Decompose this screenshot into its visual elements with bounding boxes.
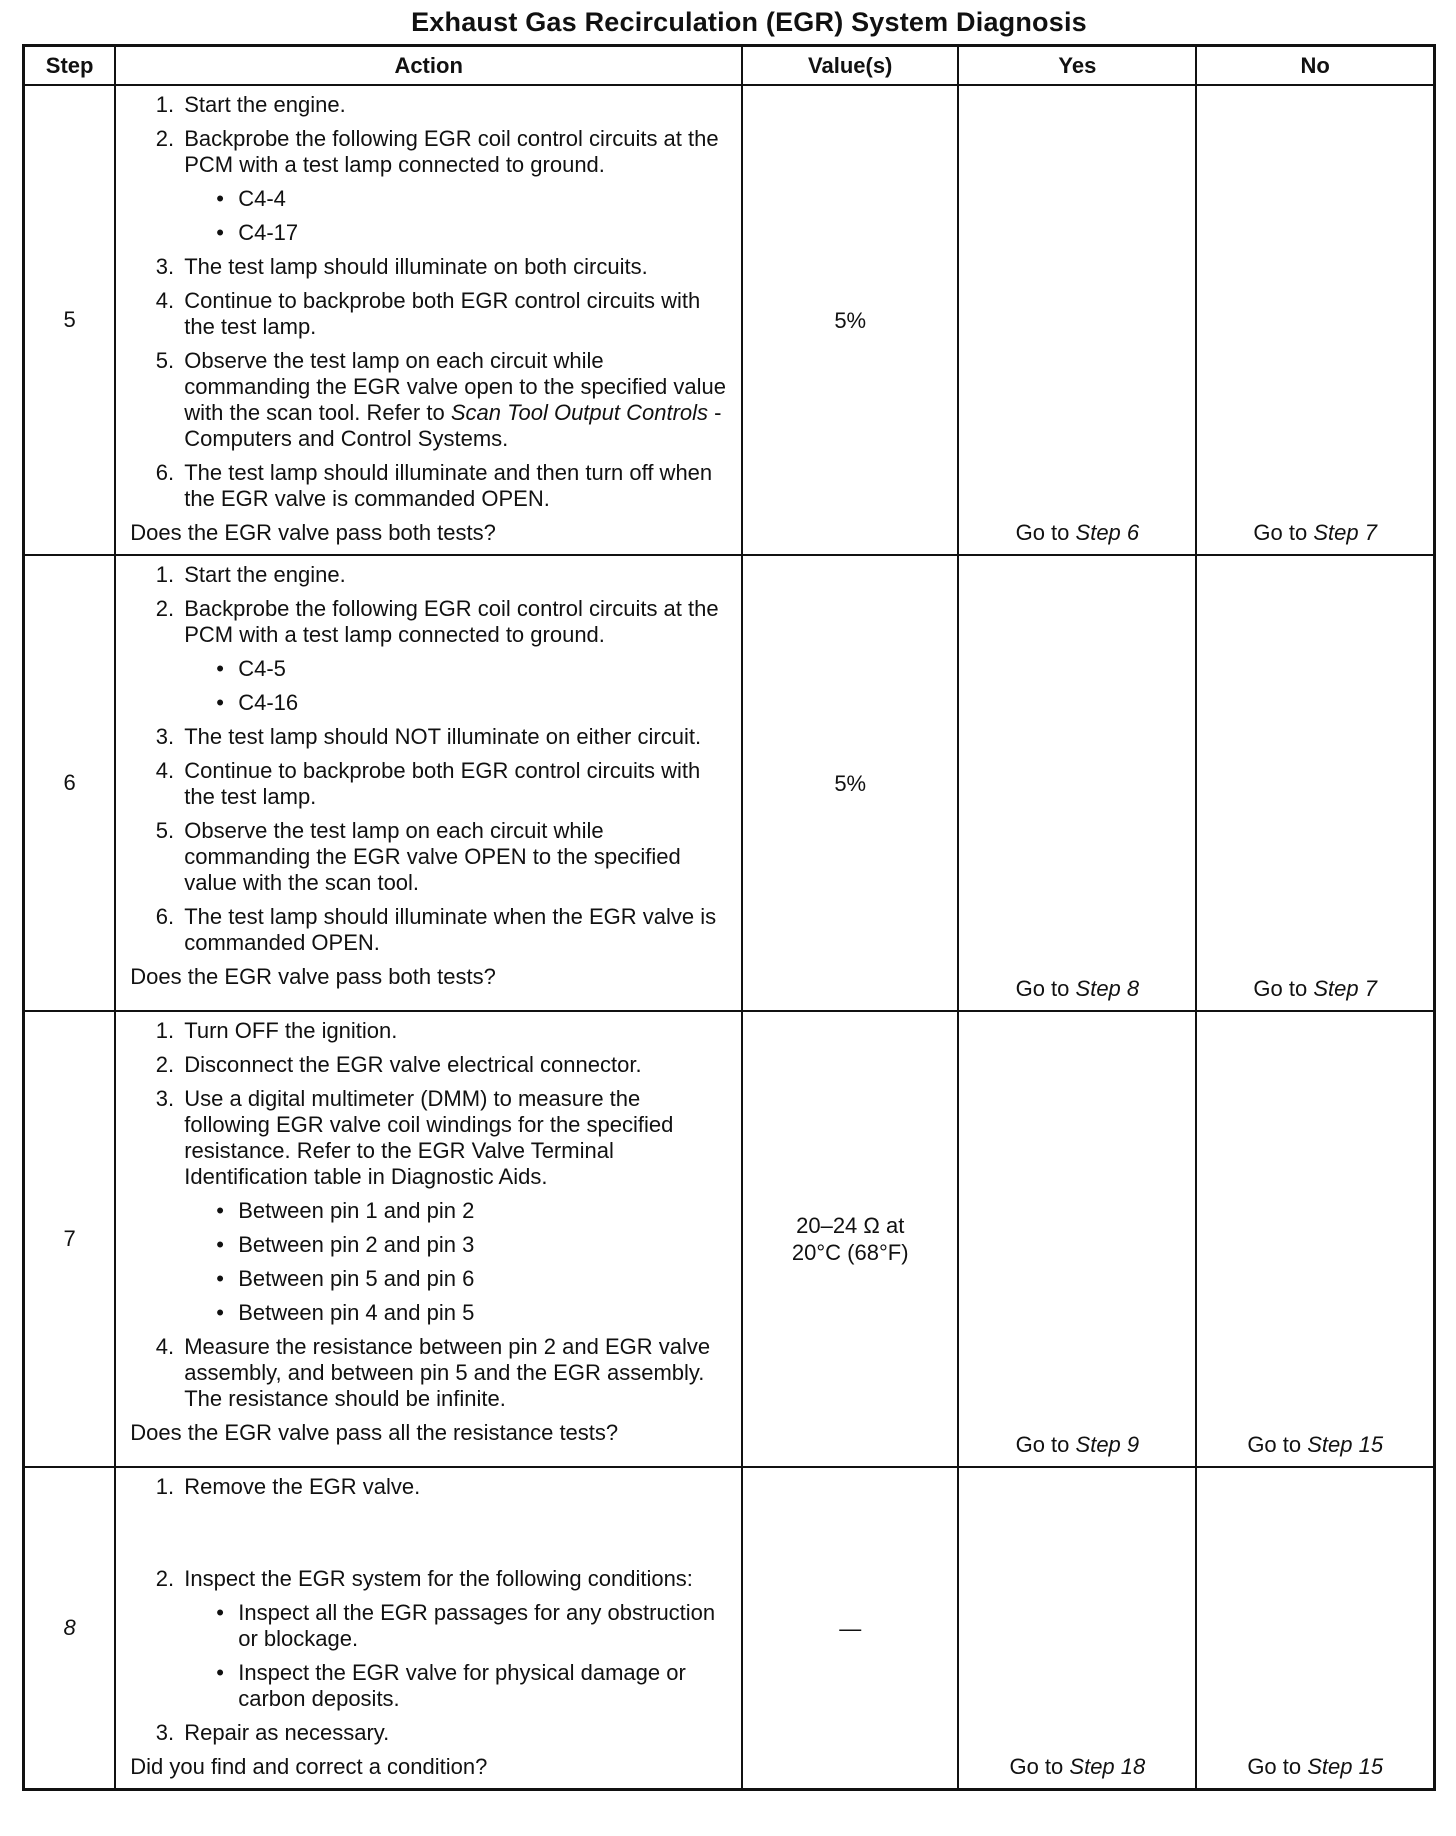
action-list [128, 1018, 731, 1412]
goto-step-link[interactable]: Step 15 [1307, 1754, 1384, 1779]
sub-list-item: • C4-16 [216, 690, 731, 716]
sub-list-item: • Between pin 2 and pin 3 [216, 1232, 731, 1258]
document-page [22, 0, 1436, 1791]
goto-step-link[interactable]: Step 9 [1075, 1432, 1140, 1457]
header-values: Value(s) [742, 46, 958, 86]
action-list [128, 92, 731, 512]
list-item-text: Inspect the EGR system for the following conditions: [184, 1566, 693, 1591]
list-item: 5. Observe the test lamp on each circuit while commanding the EGR valve OPEN to the specified value with the scan tool. [180, 818, 731, 896]
diagnosis-table [22, 44, 1436, 1791]
table-row-step-7 [24, 1011, 1435, 1467]
sub-list-item: • C4-5 [216, 656, 731, 682]
list-item: 2. Disconnect the EGR valve electrical connector. [180, 1052, 731, 1078]
list-item: 3. Repair as necessary. [180, 1720, 731, 1746]
reference-tail: - Computers and Control Systems. [184, 400, 722, 451]
list-item-text: Backprobe the following EGR coil control circuits at the PCM with a test lamp connected to ground. [184, 126, 719, 177]
action-cell [115, 555, 742, 1011]
list-item: 1. Start the engine. [180, 92, 731, 118]
goto-prefix: Go to [1015, 1432, 1070, 1457]
goto-prefix: Go to [1009, 1754, 1064, 1779]
sub-list [184, 186, 731, 246]
goto-step-link[interactable]: Step 15 [1307, 1432, 1384, 1457]
action-list [128, 1474, 731, 1746]
list-item: 3. The test lamp should illuminate on both circuits. [180, 254, 731, 280]
sub-list [184, 1198, 731, 1326]
no-cell [1196, 1467, 1434, 1790]
list-item [180, 126, 731, 246]
sub-list-item: • Between pin 5 and pin 6 [216, 1266, 731, 1292]
list-item [180, 1086, 731, 1326]
list-item: 3. The test lamp should NOT illuminate on either circuit. [180, 724, 731, 750]
value-line: 20°C (68°F) [791, 1240, 909, 1265]
question-text: Does the EGR valve pass both tests? [130, 964, 496, 989]
action-cell [115, 85, 742, 555]
goto-prefix: Go to [1015, 520, 1070, 545]
question-text: Does the EGR valve pass all the resistance tests? [130, 1420, 619, 1445]
table-row-step-6 [24, 555, 1435, 1011]
list-item-text: Backprobe the following EGR coil control circuits at the PCM with a test lamp connected to ground. [184, 596, 719, 647]
sub-list-item: • Between pin 1 and pin 2 [216, 1198, 731, 1224]
reference-title: Scan Tool Output Controls [450, 400, 709, 425]
no-cell [1196, 1011, 1434, 1467]
value-cell: — [742, 1467, 958, 1790]
goto-prefix: Go to [1247, 1432, 1302, 1457]
yes-cell [958, 1467, 1196, 1790]
goto-step-link[interactable]: Step 7 [1313, 976, 1377, 1001]
header-no: No [1196, 46, 1434, 86]
list-item: 6. The test lamp should illuminate when the EGR valve is commanded OPEN. [180, 904, 731, 956]
list-item: 1. Start the engine. [180, 562, 731, 588]
table-row-step-5 [24, 85, 1435, 555]
list-item [180, 596, 731, 716]
sub-list-item: • C4-4 [216, 186, 731, 212]
list-item: 4. Measure the resistance between pin 2 and EGR valve assembly, and between pin 5 and the EGR assembly. The resistance should be infinite. [180, 1334, 731, 1412]
goto-step-link[interactable]: Step 6 [1075, 520, 1140, 545]
action-list [128, 562, 731, 956]
list-item: 6. The test lamp should illuminate and then turn off when the EGR valve is commanded OPEN. [180, 460, 731, 512]
goto-prefix: Go to [1247, 1754, 1302, 1779]
goto-prefix: Go to [1253, 520, 1308, 545]
document-title: Exhaust Gas Recirculation (EGR) System Diagnosis [411, 7, 1087, 37]
yes-cell [958, 555, 1196, 1011]
list-item: 1. Turn OFF the ignition. [180, 1018, 731, 1044]
header-action: Action [115, 46, 742, 86]
goto-step-link[interactable]: Step 8 [1075, 976, 1140, 1001]
value-cell: 5% [742, 85, 958, 555]
sub-list-item: • Inspect the EGR valve for physical damage or carbon deposits. [216, 1660, 731, 1712]
header-step: Step [24, 46, 116, 86]
action-cell [115, 1011, 742, 1467]
value-cell: 5% [742, 555, 958, 1011]
question-text: Does the EGR valve pass both tests? [130, 520, 496, 545]
step-number: 7 [24, 1011, 116, 1467]
list-item [180, 1566, 731, 1712]
action-cell [115, 1467, 742, 1790]
goto-prefix: Go to [1015, 976, 1070, 1001]
sub-list [184, 656, 731, 716]
goto-prefix: Go to [1253, 976, 1308, 1001]
yes-cell [958, 85, 1196, 555]
value-line: 20–24 Ω at [796, 1213, 905, 1238]
no-cell [1196, 85, 1434, 555]
sub-list [184, 1600, 731, 1712]
step-number: 8 [24, 1467, 116, 1790]
step-number: 5 [24, 85, 116, 555]
table-row-step-8 [24, 1467, 1435, 1790]
sub-list-item: • C4-17 [216, 220, 731, 246]
sub-list-item: • Inspect all the EGR passages for any obstruction or blockage. [216, 1600, 731, 1652]
table-header-row [24, 46, 1435, 86]
step-number: 6 [24, 555, 116, 1011]
list-item-text: Observe the test lamp on each circuit while commanding the EGR valve open to the specified value with the scan tool. Refer to [184, 348, 726, 425]
question-text: Did you find and correct a condition? [130, 1754, 488, 1779]
list-item [180, 348, 731, 452]
spacer [184, 1500, 731, 1558]
yes-cell [958, 1011, 1196, 1467]
list-item-text: Remove the EGR valve. [184, 1474, 421, 1499]
header-yes: Yes [958, 46, 1196, 86]
goto-step-link[interactable]: Step 7 [1313, 520, 1377, 545]
value-cell [742, 1011, 958, 1467]
list-item: 4. Continue to backprobe both EGR control circuits with the test lamp. [180, 288, 731, 340]
list-item: 4. Continue to backprobe both EGR control circuits with the test lamp. [180, 758, 731, 810]
no-cell [1196, 555, 1434, 1011]
goto-step-link[interactable]: Step 18 [1069, 1754, 1146, 1779]
list-item-text: Use a digital multimeter (DMM) to measure the following EGR valve coil windings for the specified resistance. Refer to the EGR Valve Terminal Identification table in Diagnostic Aids. [184, 1086, 674, 1189]
sub-list-item: • Between pin 4 and pin 5 [216, 1300, 731, 1326]
list-item [180, 1474, 731, 1558]
